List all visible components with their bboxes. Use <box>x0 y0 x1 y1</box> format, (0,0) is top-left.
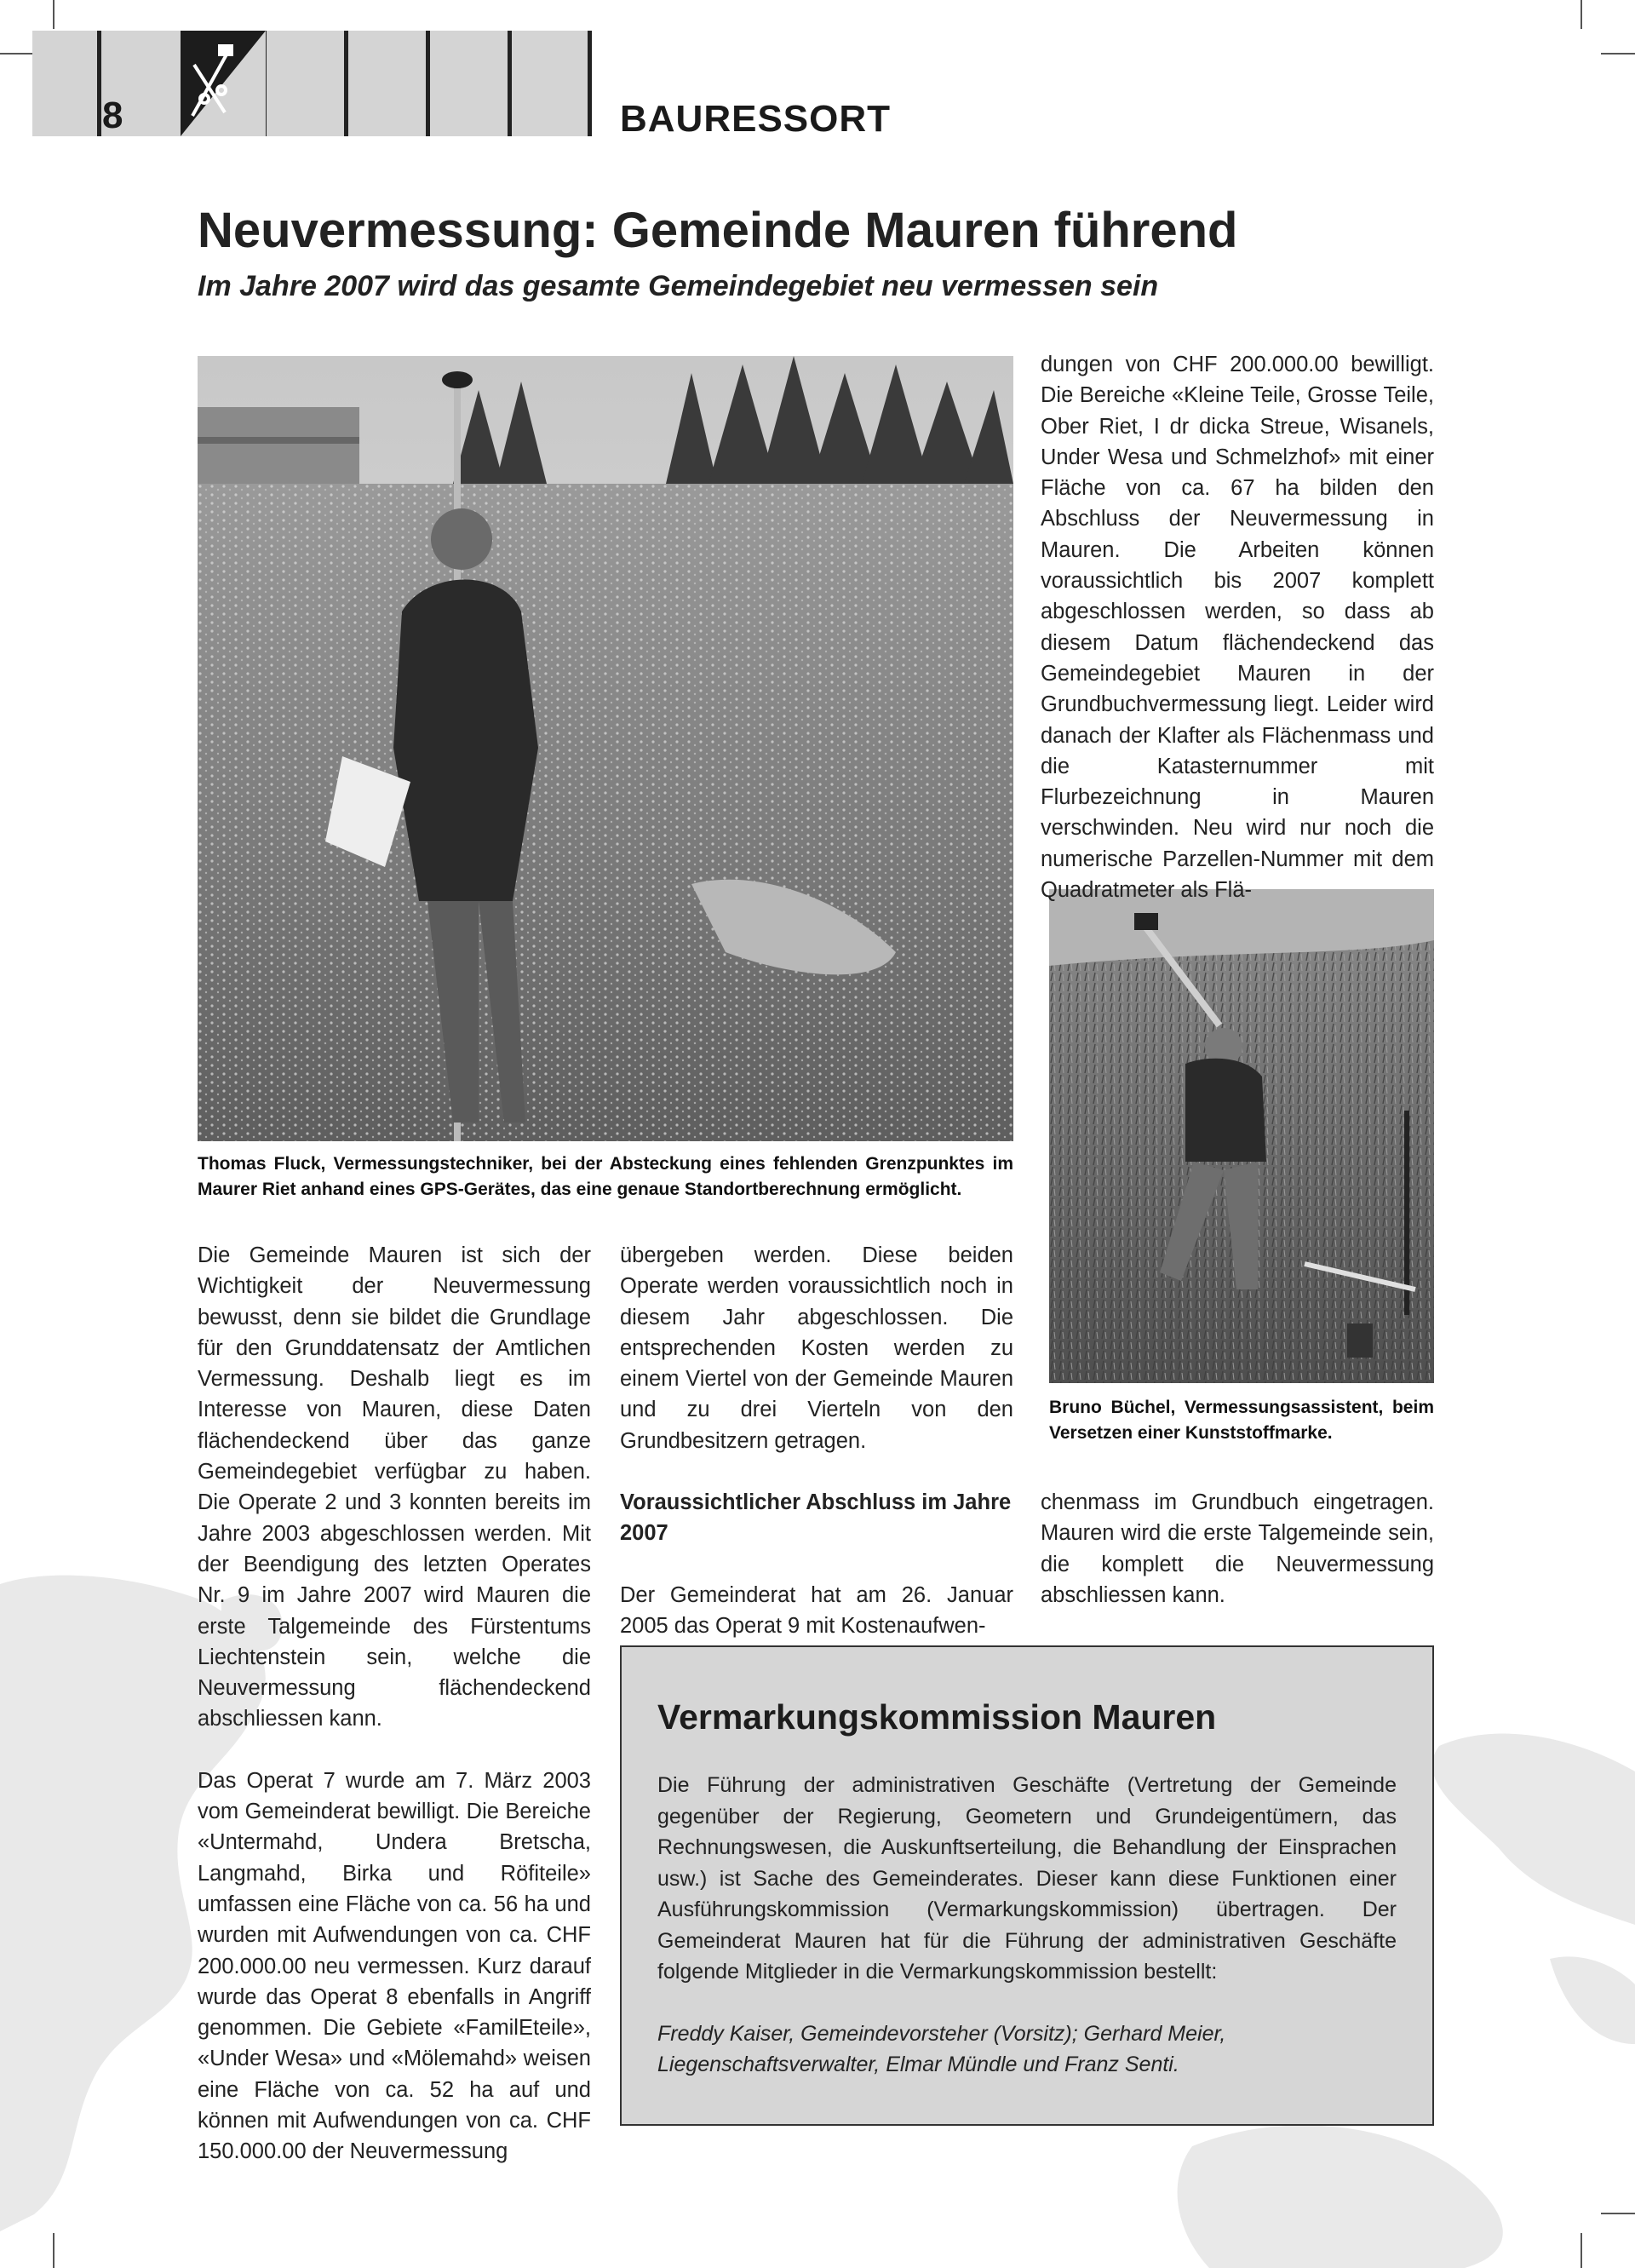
article-subheading: Voraussichtlicher Abschluss im Jahre 2007 <box>620 1490 1012 1546</box>
article-paragraph: Das Operat 7 wurde am 7. März 2003 vom Gemeinderat bewilligt. Die Bereiche «Untermahd, Undera Bretscha, Langmahd, Birka und Röfiteile» umfassen eine Fläche von ca. 56 ha und wurden mit Aufwendungen von ca. CHF 200.000.00 neu vermessen. Kurz darauf wurde das Operat 8 ebenfalls in Angriff genommen. Die Gebiete «FamilEteile», «Under Wesa» und «Mölemahd» weisen eine Fläche von ca. 52 ha auf und können mit Aufwendungen von ca. CHF 150.000.00 der Neuvermessung <box>198 1768 591 2164</box>
commission-info-box <box>620 1645 1434 2126</box>
surveyor-photo <box>198 356 1013 1141</box>
info-box-title: Vermarkungskommission Mauren <box>657 1697 1217 1737</box>
crop-mark <box>1580 0 1582 29</box>
article-paragraph: dungen von CHF 200.000.00 bewilligt. Die Bereiche «Kleine Teile, Grosse Teile, Ober Riet, I dr dicka Streue, Wisanels, Under Wesa und Schmelzhof» mit einer Fläche von ca. 67 ha bilden den Abschluss der Neuvermessung in Mauren. Die Arbeiten können voraussichtlich bis 2007 komplett abgeschlossen werden, so dass ab diesem Datum flächendeckend das Gemeindegebiet Mauren in der Grundbuchvermessung liegt. Leider wird danach der Klafter als Flächenmass und die Katasternummer mit Flurbezeichnung in Mauren verschwinden. Neu wird nur noch die numerische Parzellen-Nummer mit dem Quadratmeter als Flä- <box>1041 353 1434 903</box>
article-column-left <box>198 1240 591 2168</box>
section-title: BAURESSORT <box>620 98 892 140</box>
header-divider <box>97 31 101 136</box>
header-divider <box>426 31 430 136</box>
article-paragraph: Der Gemeinderat hat am 26. Januar 2005 das Operat 9 mit Kostenaufwen- <box>620 1582 1013 1638</box>
assistant-photo <box>1049 889 1434 1383</box>
article-paragraph: übergeben werden. Diese beiden Operate werden voraussichtlich noch in diesem Jahr abgeschlossen. Die entsprechenden Kosten werden zu einem Viertel von der Gemeinde Mauren und zu drei Vierteln von den Grundbesitzern getragen. <box>620 1243 1013 1453</box>
crop-mark <box>0 53 34 55</box>
header-divider <box>344 31 348 136</box>
crossed-tools-icon <box>181 31 266 136</box>
article-subheadline: Im Jahre 2007 wird das gesamte Gemeindegebiet neu vermessen sein <box>198 270 1159 302</box>
article-paragraph: Die Gemeinde Mauren ist sich der Wichtigkeit der Neuvermessung bewusst, denn sie bildet die Grundlage für den Grunddatensatz der Amtlichen Vermessung. Deshalb liegt es im Interesse von Mauren, diese Daten flächendeckend über das ganze Gemeindegebiet verfügbar zu haben. Die Operate 2 und 3 konnten bereits im Jahre 2003 abgeschlossen werden. Mit der Beendigung des letzten Operates Nr. 9 im Jahre 2007 wird Mauren die erste Talgemeinde des Fürstentums Liechtenstein sein, welche die Neuvermessung flächendeckend abschliessen kann. <box>198 1243 591 1731</box>
article-column-middle <box>620 1240 1013 1641</box>
header-divider <box>588 31 592 136</box>
article-column-right-top <box>1041 349 1434 905</box>
info-box-body: Die Führung der administrativen Geschäfte (Vertretung der Gemeinde gegenüber der Regierung, Geometern und Grundeigentümern, das Rechnungswesen, die Auskunftserteilung, die Behandlung der Einsprachen usw.) ist Sache des Gemeinderates. Dieser kann diese Funktionen einer Ausführungskommission (Vermarkungskommission) übertragen. Der Gemeinderat Mauren hat für die Führung der administrativen Geschäfte folgende Mitglieder in die Vermarkungskommission bestellt: <box>657 1773 1397 1984</box>
article-column-right-bottom <box>1041 1487 1434 1611</box>
page-number: 8 <box>102 95 123 136</box>
info-box-members: Freddy Kaiser, Gemeindevorsteher (Vorsitz); Gerhard Meier, Liegenschaftsverwalter, Elmar Mündle und Franz Senti. <box>657 2021 1226 2076</box>
header-divider <box>508 31 512 136</box>
side-photo-caption: Bruno Büchel, Vermessungsassistent, beim Versetzen einer Kunststoffmarke. <box>1049 1398 1434 1443</box>
article-headline: Neuvermessung: Gemeinde Mauren führend <box>198 203 1238 258</box>
crop-mark <box>1601 53 1635 55</box>
main-photo-caption: Thomas Fluck, Vermessungstechniker, bei der Absteckung eines fehlenden Grenzpunktes im Maurer Riet anhand eines GPS-Gerätes, das eine genaue Standortberechnung ermöglicht. <box>198 1154 1013 1199</box>
crop-mark <box>53 0 54 29</box>
article-paragraph: chenmass im Grundbuch eingetragen. Mauren wird die erste Talgemeinde sein, die komplett die Neuvermessung abschliessen kann. <box>1041 1490 1434 1607</box>
